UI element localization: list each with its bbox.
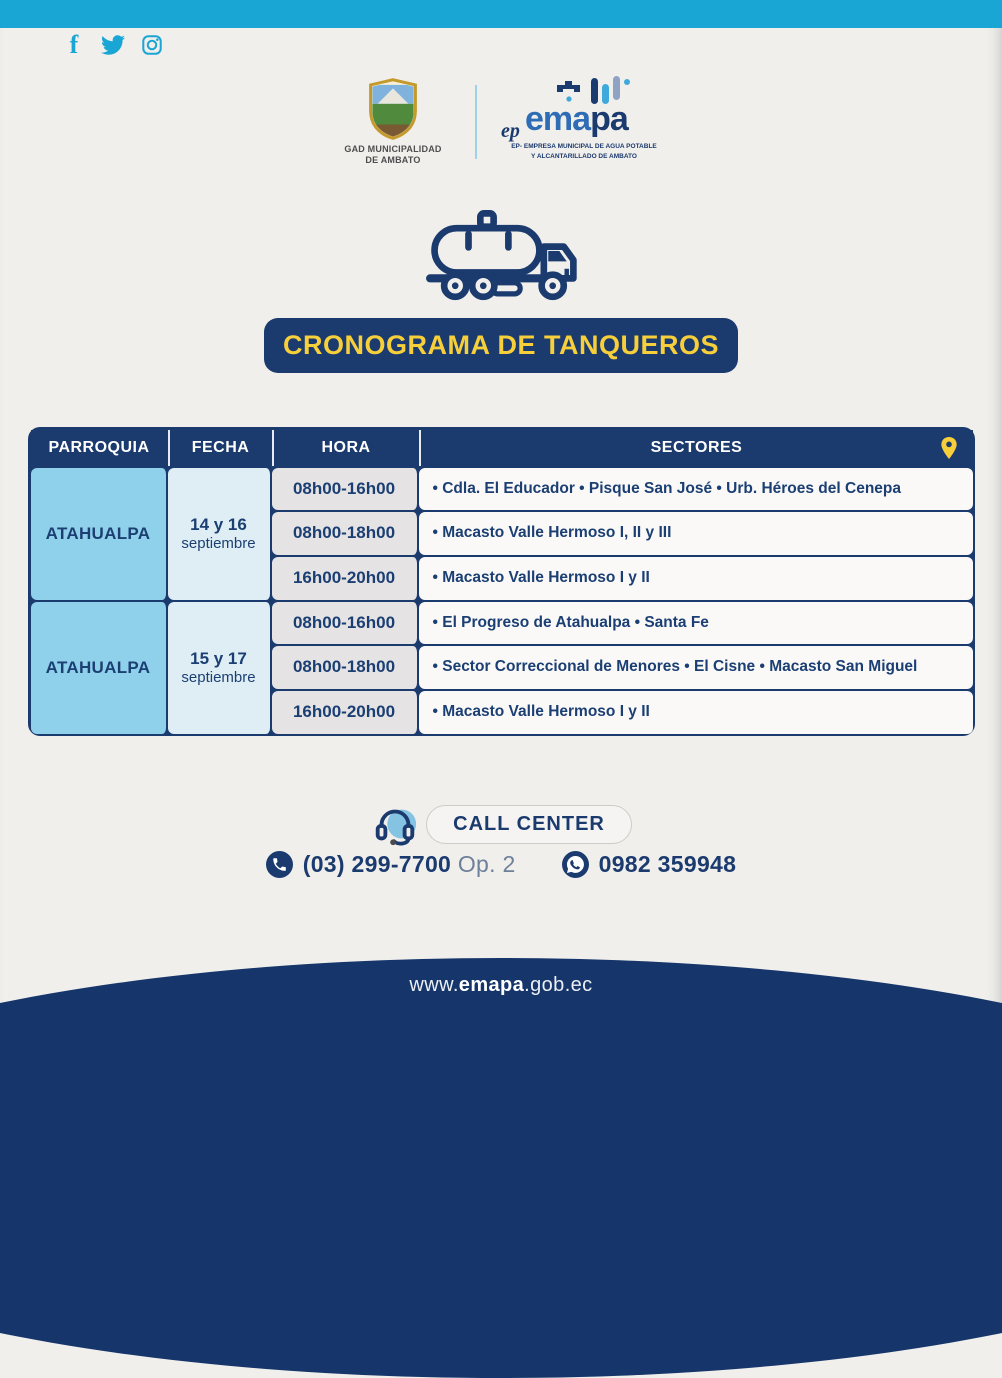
header-fecha: FECHA <box>168 430 272 466</box>
whatsapp-number[interactable]: 0982 359948 <box>598 851 737 877</box>
header-sectores: SECTORES <box>419 430 973 466</box>
hora-cell: 08h00-18h00 <box>272 512 419 555</box>
header-logos <box>0 76 1002 168</box>
location-pin-icon <box>941 437 957 459</box>
header-parroquia: PARROQUIA <box>31 430 168 466</box>
twitter-icon[interactable] <box>101 33 125 57</box>
emapa-tagline-line2: Y ALCANTARILLADO DE AMBATO <box>531 152 637 160</box>
logo-divider <box>475 85 477 159</box>
header-hora: HORA <box>272 430 419 466</box>
whatsapp-icon <box>562 851 589 878</box>
call-center-pill[interactable]: CALL CENTER <box>426 805 632 844</box>
hora-cell: 08h00-16h00 <box>272 468 419 511</box>
fecha-group-1: 14 y 16 septiembre <box>168 468 272 600</box>
call-center-block <box>0 799 1002 849</box>
sectores-cell: • Sector Correccional de Menores • El Cisne • Macasto San Miguel <box>419 646 973 689</box>
parroquia-group-2: ATAHUALPA <box>31 602 168 734</box>
tanker-truck-icon <box>425 206 577 302</box>
facebook-icon[interactable]: f <box>69 30 79 59</box>
schedule-table <box>28 427 975 736</box>
hora-cell: 08h00-18h00 <box>272 646 419 689</box>
gad-caption-line2: DE AMBATO <box>365 155 421 165</box>
sectores-cell: • El Progreso de Atahualpa • Santa Fe <box>419 602 973 645</box>
gad-shield-icon <box>367 78 419 140</box>
title-banner <box>264 318 738 373</box>
gad-caption-line1: GAD MUNICIPALIDAD <box>344 143 442 154</box>
phone-operator-suffix: Op. 2 <box>457 851 516 877</box>
footer-curve <box>0 958 1002 1378</box>
emapa-wordmark: emapa <box>525 100 628 138</box>
emapa-ep-script: ep <box>501 120 520 142</box>
sectores-cell: • Macasto Valle Hermoso I y II <box>419 557 973 600</box>
headset-icon <box>370 799 420 849</box>
footer-url-prefix: www. <box>409 974 459 996</box>
sectores-cell: • Macasto Valle Hermoso I y II <box>419 691 973 734</box>
hora-cell: 16h00-20h00 <box>272 691 419 734</box>
phone-icon <box>266 851 293 878</box>
instagram-icon[interactable] <box>140 33 164 57</box>
emapa-logo <box>499 76 669 168</box>
contact-numbers <box>0 851 1002 878</box>
gad-ambato-logo <box>333 78 453 167</box>
hora-cell: 08h00-16h00 <box>272 602 419 645</box>
footer-url-suffix: .gob.ec <box>524 974 593 996</box>
emapa-tagline-line1: EP- EMPRESA MUNICIPAL DE AGUA POTABLE <box>511 143 657 150</box>
page-title: CRONOGRAMA DE TANQUEROS <box>283 330 719 360</box>
parroquia-group-1: ATAHUALPA <box>31 468 168 600</box>
footer-url[interactable] <box>0 974 1002 997</box>
hora-cell: 16h00-20h00 <box>272 557 419 600</box>
fecha-group-2: 15 y 17 septiembre <box>168 602 272 734</box>
sectores-cell: • Cdla. El Educador • Pisque San José • Urb. Héroes del Cenepa <box>419 468 973 511</box>
footer-url-bold: emapa <box>458 974 525 996</box>
sectores-cell: • Macasto Valle Hermoso I, II y III <box>419 512 973 555</box>
top-accent-bar <box>0 0 1002 28</box>
phone-number[interactable]: (03) 299-7700 Op. 2 <box>302 851 516 877</box>
social-links <box>62 30 164 59</box>
